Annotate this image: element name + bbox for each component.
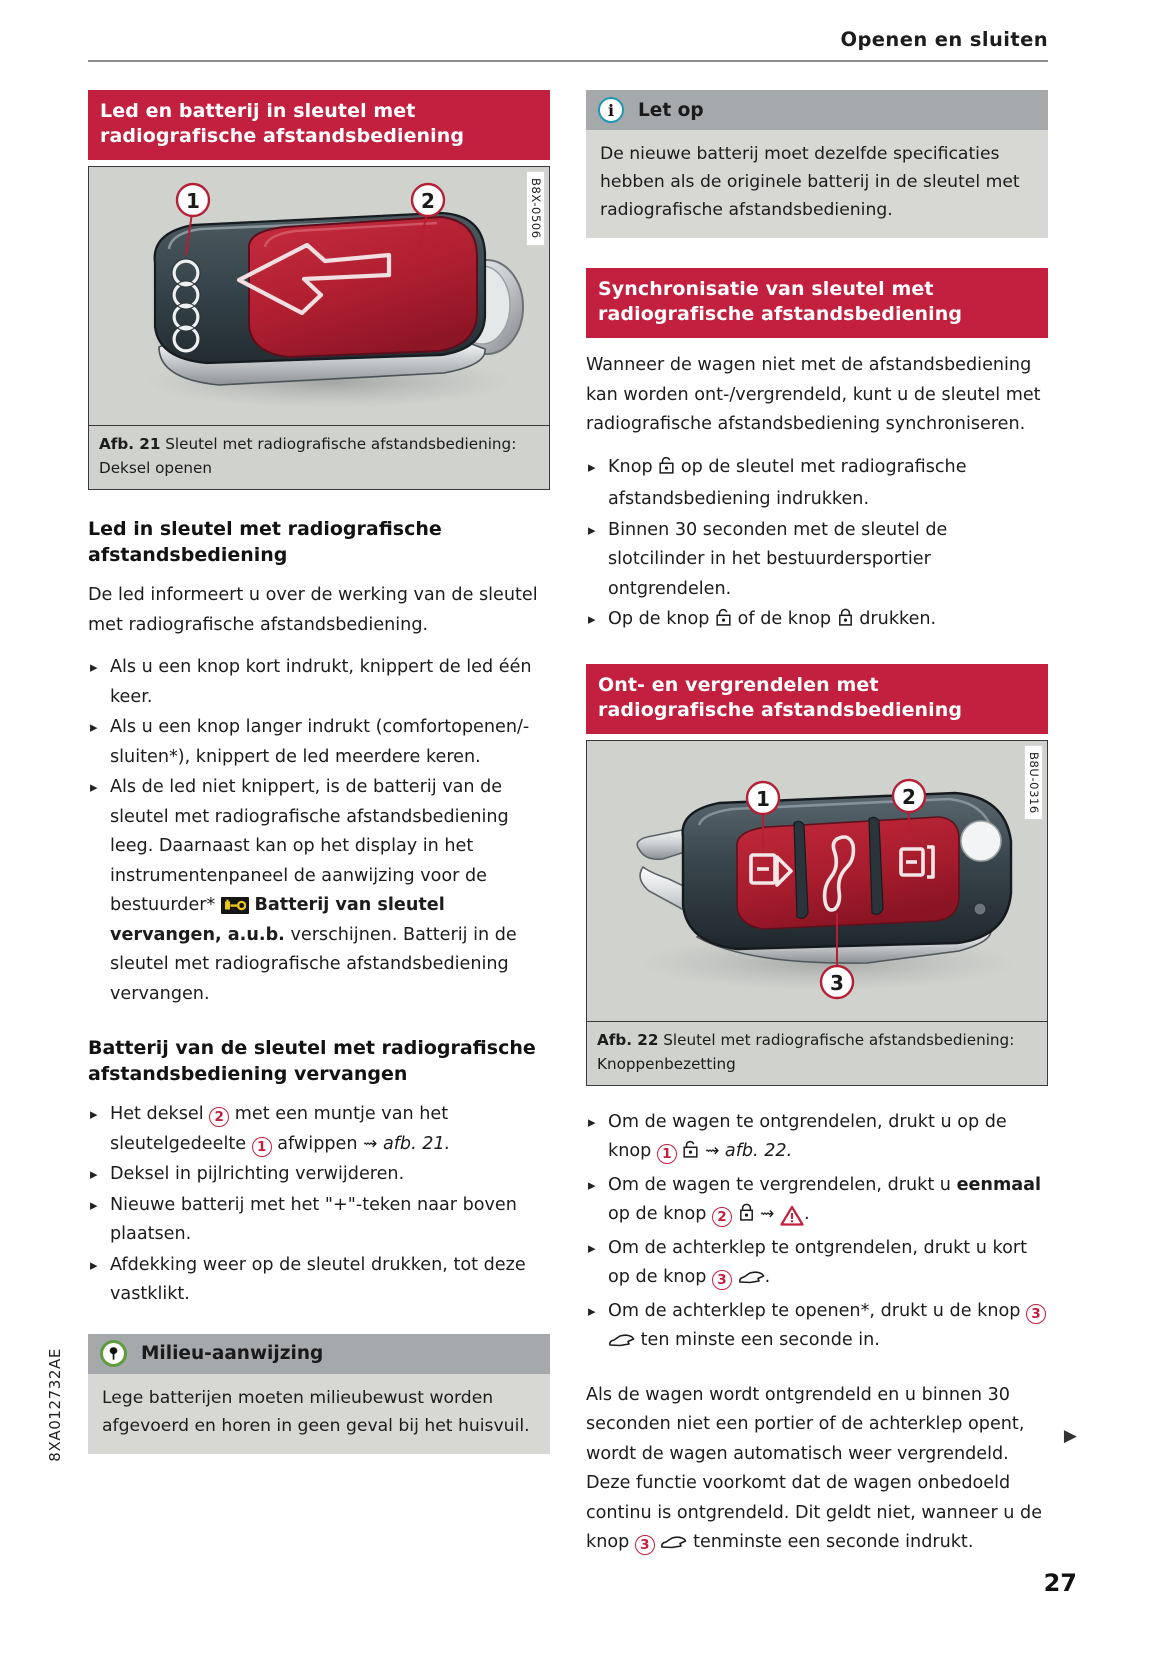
figure-22 xyxy=(586,740,1048,1086)
figure-21-caption-label: Afb. 21 xyxy=(99,435,161,453)
action-text-4: Om de achterklep te openen*, drukt u de knop xyxy=(608,1300,1021,1321)
battery-replace-bullet-list xyxy=(88,1100,550,1310)
list-item: ▸ Binnen 30 seconden met de sleutel de slotcilinder in het bestuurdersportier ontgrendelen. xyxy=(586,516,1048,605)
list-item xyxy=(88,1100,550,1159)
list-item xyxy=(586,1297,1048,1359)
figure-22-caption xyxy=(587,1021,1047,1085)
page-number: 27 xyxy=(1043,1569,1077,1597)
continuation-arrow-icon: ▶ xyxy=(1063,1426,1077,1446)
info-note-title: Let op xyxy=(638,99,704,121)
reference-arrow-icon: ⇝ xyxy=(363,1133,378,1154)
list-item: ▸ Deksel in pijlrichting verwijderen. xyxy=(88,1160,550,1190)
lock-icon xyxy=(738,1202,755,1233)
callout-number-2: 2 xyxy=(712,1207,732,1227)
sync-text-post: op de sleutel met radiografische afstandsbediening indrukken. xyxy=(608,456,967,509)
reference-arrow-icon: ⇝ xyxy=(705,1141,720,1161)
action-text-2: Om de wagen te vergrendelen, drukt u xyxy=(608,1174,951,1195)
action-period-3: . xyxy=(764,1267,771,1287)
left-subheading-2: Batterij van de sleutel met radiografische afstandsbediening vervangen xyxy=(88,1037,536,1085)
svg-text:1: 1 xyxy=(756,786,770,811)
figure-22-caption-text: Sleutel met radiografische afstandsbediening: Knoppenbezetting xyxy=(597,1030,1015,1073)
info-note-header xyxy=(586,90,1048,130)
svg-text:1: 1 xyxy=(186,189,200,213)
eco-note-body xyxy=(88,1374,550,1454)
list-item: ▸ Als u een knop kort indrukt, knippert de led één keer. xyxy=(88,653,550,712)
info-note-body xyxy=(586,130,1048,238)
warning-triangle-icon xyxy=(780,1203,804,1233)
right-section-heading-2: Ont- en vergrendelen met radiografische afstandsbediening xyxy=(586,664,1048,734)
callout-number-1: 1 xyxy=(657,1144,677,1164)
left-paragraph-1: De led informeert u over de werking van de sleutel met radiografische afstandsbediening. xyxy=(88,585,538,635)
tree-icon xyxy=(100,1340,127,1367)
action-text-2-mid: op de knop xyxy=(608,1204,707,1224)
led-empty-text-b: verschijnen. Batterij in de sleutel met radiografische afstandsbediening vervangen. xyxy=(110,924,517,1004)
callout-number-2: 2 xyxy=(209,1107,229,1127)
figure-21-caption xyxy=(89,425,549,489)
figure-22-code: B8U-0316 xyxy=(1024,745,1044,821)
action-period-2: . xyxy=(804,1204,810,1224)
page-header xyxy=(88,28,1048,62)
left-section-heading: Led en batterij in sleutel met radiografische afstandsbediening xyxy=(88,90,550,160)
key-battery-icon xyxy=(221,897,249,914)
page-title: Openen en sluiten xyxy=(840,28,1048,51)
svg-text:2: 2 xyxy=(421,189,435,213)
svg-text:3: 3 xyxy=(830,970,844,995)
list-item xyxy=(88,773,550,1009)
list-item xyxy=(586,453,1048,515)
svg-text:2: 2 xyxy=(902,784,916,809)
callout-number-3: 3 xyxy=(712,1270,732,1290)
figure-22-caption-label: Afb. 22 xyxy=(597,1030,659,1049)
figure-21-code: B8X-0506 xyxy=(526,171,546,246)
figure-21-illustration xyxy=(89,167,549,425)
sync-text-post-2: drukken. xyxy=(859,609,937,629)
lock-icon xyxy=(837,607,854,638)
right-paragraph-1: Wanneer de wagen niet met de afstandsbediening kan worden ont-/vergrendeld, kunt u de sleutel met radiografische afstandsbediening synchroniseren. xyxy=(586,355,1041,434)
eco-note-header xyxy=(88,1334,550,1374)
figure-22-illustration xyxy=(587,741,1047,1021)
action-text-4-post: ten minste een seconde in. xyxy=(640,1330,880,1350)
key-fob-buttons-illustration xyxy=(587,741,1046,1021)
info-icon: i xyxy=(598,97,624,123)
list-item xyxy=(586,1234,1048,1296)
step-text-mid: met een muntje van het sleutelgedeelte xyxy=(110,1104,449,1154)
eco-note-title: Milieu-aanwijzing xyxy=(141,1343,324,1364)
document-side-code: 8XA012732AE xyxy=(46,1348,64,1462)
emphasis-eenmaal: eenmaal xyxy=(956,1174,1042,1195)
step-text-post: afwippen xyxy=(277,1133,358,1154)
callout-number-1: 1 xyxy=(252,1137,272,1157)
sync-text-pre-2: Op de knop xyxy=(608,609,710,629)
info-note-text: De nieuwe batterij moet dezelfde specificaties hebben als de originele batterij in de sleutel met radiografische afstandsbediening. xyxy=(600,144,1020,220)
right-closing-paragraph xyxy=(586,1381,1048,1561)
eco-note-box xyxy=(88,1334,550,1454)
closing-text-b: tenminste een seconde indrukt. xyxy=(693,1532,974,1552)
list-item: ▸ Als u een knop langer indrukt (comfortopenen/-sluiten*), knippert de led meerdere keren. xyxy=(88,713,550,772)
header-divider xyxy=(88,60,1048,62)
step-text-pre: Het deksel xyxy=(110,1104,204,1124)
key-fob-cover-illustration xyxy=(89,167,548,425)
sync-text-pre: Knop xyxy=(608,456,653,477)
trunk-icon xyxy=(660,1531,687,1561)
led-bullet-list xyxy=(88,653,550,1009)
info-note-box xyxy=(586,90,1048,238)
figure-21 xyxy=(88,166,550,490)
list-item: ▸ Afdekking weer op de sleutel drukken, tot deze vastklikt. xyxy=(88,1251,550,1310)
led-empty-text-a: Als de led niet knippert, is de batterij van de sleutel met radiografische afstandsbediening leeg. Daarnaast kan op het display in het instrumentenpaneel de aanwijzing voor de bestuurder* xyxy=(110,777,509,915)
callout-number-3: 3 xyxy=(1026,1304,1046,1324)
left-subheading-1: Led in sleutel met radiografische afstandsbediening xyxy=(88,518,442,566)
trunk-icon xyxy=(608,1329,635,1359)
figure-21-caption-text: Sleutel met radiografische afstandsbediening: Deksel openen xyxy=(99,435,517,477)
figure-reference: afb. 21. xyxy=(382,1133,451,1154)
trunk-icon xyxy=(738,1266,765,1296)
list-item xyxy=(586,605,1048,638)
action-text-1: Om de wagen te ontgrendelen, drukt u op de knop xyxy=(608,1111,1007,1161)
unlock-icon xyxy=(658,455,675,486)
reference-arrow-icon: ⇝ xyxy=(760,1204,775,1224)
right-column xyxy=(586,90,1048,1561)
list-item xyxy=(586,1171,1048,1233)
callout-number-3: 3 xyxy=(635,1535,655,1555)
unlock-icon xyxy=(715,607,732,638)
led-empty-message: Batterij van sleutel vervangen, a.u.b. xyxy=(110,895,445,945)
list-item xyxy=(586,1108,1048,1170)
left-column xyxy=(88,90,550,1454)
closing-text-a: Als de wagen wordt ontgrendeld en u binnen 30 seconden niet een portier of de achterklep opent, wordt de wagen automatisch weer vergrendeld. Deze functie voorkomt dat de wagen onbedoeld continu is ontgrendeld. Dit geldt niet, wanneer u de knop xyxy=(586,1384,1043,1552)
sync-text-mid-2: of de knop xyxy=(737,609,832,629)
action-bullet-list xyxy=(586,1108,1048,1359)
list-item: ▸ Nieuwe batterij met het "+"-teken naar boven plaatsen. xyxy=(88,1191,550,1250)
sync-bullet-list xyxy=(586,453,1048,638)
action-text-3: Om de achterklep te ontgrendelen, drukt u kort op de knop xyxy=(608,1237,1027,1287)
figure-reference: afb. 22. xyxy=(724,1141,793,1161)
unlock-icon xyxy=(682,1139,699,1170)
right-section-heading-1: Synchronisatie van sleutel met radiografische afstandsbediening xyxy=(586,268,1048,338)
eco-note-text: Lege batterijen moeten milieubewust worden afgevoerd en horen in geen geval bij het huisvuil. xyxy=(102,1387,530,1436)
